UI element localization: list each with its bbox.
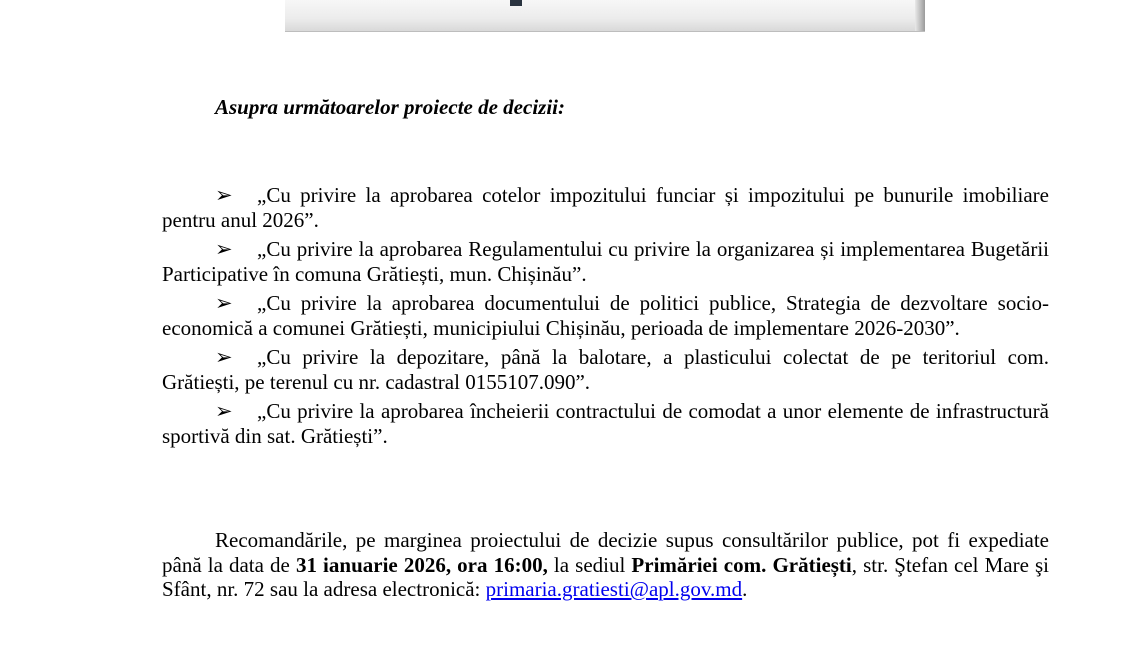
arrow-bullet-icon: ➢ xyxy=(215,291,233,315)
list-item xyxy=(162,399,1049,448)
section-heading: Asupra următoarelor proiecte de decizii: xyxy=(215,95,565,119)
list-item-text: „Cu privire la aprobarea Regulamentului cu privire la organizarea și implementarea Bugetării Participative în comuna Grătiești, mun. Chișinău”. xyxy=(162,237,1049,286)
arrow-bullet-icon: ➢ xyxy=(215,399,233,423)
list-item xyxy=(162,183,1049,232)
photo-edge xyxy=(915,0,925,31)
email-link[interactable]: primaria.gratiesti@apl.gov.md xyxy=(485,577,743,601)
list-item xyxy=(162,345,1049,394)
list-item xyxy=(162,237,1049,286)
photo-detail xyxy=(510,0,522,6)
arrow-bullet-icon: ➢ xyxy=(215,183,233,207)
header-photo xyxy=(285,0,925,32)
arrow-bullet-icon: ➢ xyxy=(215,345,233,369)
deadline: 31 ianuarie 2026, ora 16:00, xyxy=(295,552,548,577)
recommendation-text: Recomandările, pe marginea proiectului de decizie supus consultărilor publice, pot fi expediate până la data de xyxy=(162,528,1049,577)
list-item xyxy=(162,291,1049,340)
list-item-text: „Cu privire la aprobarea documentului de politici publice, Strategia de dezvoltare socio-economică a comunei Grătiești, municipiului Chișinău, perioada de implementare 2026-2030”. xyxy=(162,291,1049,340)
list-item-text: „Cu privire la depozitare, până la balotare, a plasticului colectat de pe teritoriul com. Grătiești, pe terenul cu nr. cadastral 0155107.090”. xyxy=(162,345,1049,394)
arrow-bullet-icon: ➢ xyxy=(215,237,233,261)
recommendation-text: la sediul xyxy=(547,552,632,577)
recommendation-paragraph xyxy=(162,528,1049,602)
list-item-text: „Cu privire la aprobarea cotelor impozitului funciar și impozitului pe bunurile imobiliare pentru anul 2026”. xyxy=(162,183,1049,232)
address-text: , str. Ştefan cel Mare şi Sfânt, nr. 72 sau la adresa electronică: xyxy=(162,552,1050,601)
closing-period: . xyxy=(742,577,748,601)
decision-list xyxy=(162,183,1049,453)
list-item-text: „Cu privire la aprobarea încheierii contractului de comodat a unor elemente de infrastructură sportivă din sat. Grătiești”. xyxy=(162,399,1049,448)
office-name: Primăriei com. Grătiești xyxy=(631,552,852,577)
